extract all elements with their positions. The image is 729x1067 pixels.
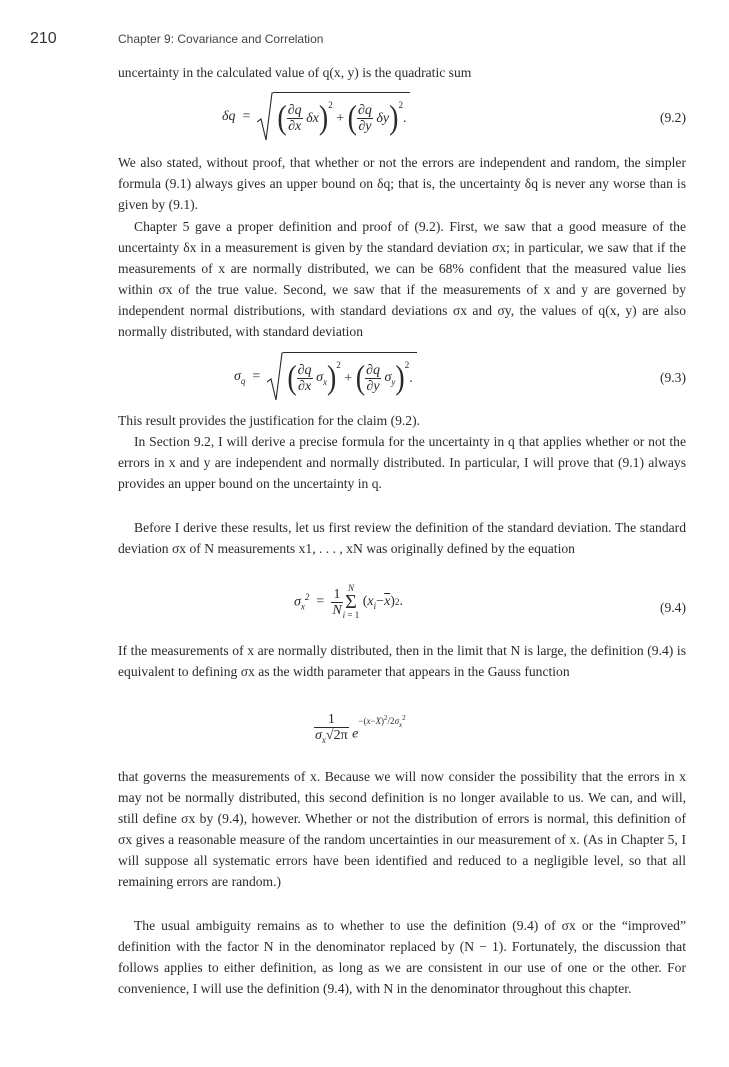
paragraph-4: This result provides the justification for the claim (9.2).	[118, 413, 421, 428]
equation-9-4: $\sigma_x^2$ = $\frac{1}{N}$ N Σ i = 1 ( $x_i$ − $\overline{x}$ ) 2 . (9.4)	[294, 583, 686, 620]
equation-label: (9.3)	[659, 370, 686, 385]
paragraph-3: Chapter 5 gave a proper definition and proof of (9.2). First, we saw that a good measure of the uncertainty δx in a measurement is given by the standard deviation σx; in particular, we saw that if the measurements of x are normally distributed, we can be 68% confident that the measured value lies within σx of the true value. Second, we saw that if the measurements of x and y are governed by independent normal distributions, with standard deviations σx and σy, the values of q(x, y) are also normally distributed, with standard deviation	[118, 219, 687, 339]
equation-label: (9.2)	[659, 110, 686, 125]
paragraph-8: that governs the measurements of x. Because we will now consider the possibility that the errors in x may not be normally distributed, this second definition is no longer available to us. We can, and will, still define σx by (9.4), however. Whether or not the distribution of errors is normal, this definition of σx gives a reasonable measure of the random uncertainties in our measurement of x. (As in Chapter 5, I will suppose all systematic errors have been identified and reduced to a negligible level, so that all remaining errors are random.)	[118, 769, 686, 889]
paragraph-1: uncertainty in the calculated value of q(x, y) is the quadratic sum	[118, 65, 472, 80]
paragraph-9: The usual ambiguity remains as to whether to use the definition (9.4) of σx or the “improved” definition with the factor N in the denominator replaced by (N − 1). Fortunately, the discussion that follows applies to either definition, as long as we are consistent in our use of one or the other. For convenience, I will use the definition (9.4), with N in the denominator throughout this chapter.	[118, 918, 686, 996]
equation-9-3: $\sigma_q$ = ( $\frac{\partial q}{\partial x}$ $\sigma_x$ ) $^2$ + ( $\frac{\partial q}{\partial y}$ $\sigma_y$ ) $^2$ . (9.3)	[118, 348, 686, 408]
paragraph-6: Before I derive these results, let us first review the definition of the standard deviation. The standard deviation σx of N measurements x1, . . . , xN was originally defined by the equation	[118, 520, 686, 556]
paragraph-5: In Section 9.2, I will derive a precise formula for the uncertainty in q that applies whether or not the errors in x and y are independent and normally distributed. In particular, I will prove that (9.1) always provides an upper bound on the uncertainty in q.	[118, 434, 686, 491]
sqrt-symbol: ( $\frac{\partial q}{\partial x}$ δx ) $^2$ + ( $\frac{\partial q}{\partial y}$ δy ) $^2$ .	[257, 92, 410, 142]
running-head: Chapter 9: Covariance and Correlation	[118, 32, 324, 46]
page-number: 210	[30, 30, 57, 47]
gauss-function: $\frac{1}{\sigma_x√2\pi}$ $e^{-(x-X)^2/2\sigma_x^2}$	[315, 712, 406, 745]
equation-9-2: δq = ( $\frac{\partial q}{\partial x}$ δx ) $^2$ + ( $\frac{\partial q}{\partial y}$ δy ) $^2$ . (9.2)	[118, 88, 686, 148]
equation-label: (9.4)	[659, 600, 686, 615]
paragraph-7: If the measurements of x are normally distributed, then in the limit that N is large, the definition (9.4) is equivalent to defining σx as the width parameter that appears in the Gauss function	[118, 643, 686, 679]
paragraph-2: We also stated, without proof, that whether or not the errors are independent and random, the simpler formula (9.1) always gives an upper bound on δq; that is, the uncertainty δq is never any worse than is given by (9.1).	[118, 155, 686, 212]
sqrt-symbol: ( $\frac{\partial q}{\partial x}$ $\sigma_x$ ) $^2$ + ( $\frac{\partial q}{\partial y}$ $\sigma_y$ ) $^2$ .	[267, 352, 416, 402]
